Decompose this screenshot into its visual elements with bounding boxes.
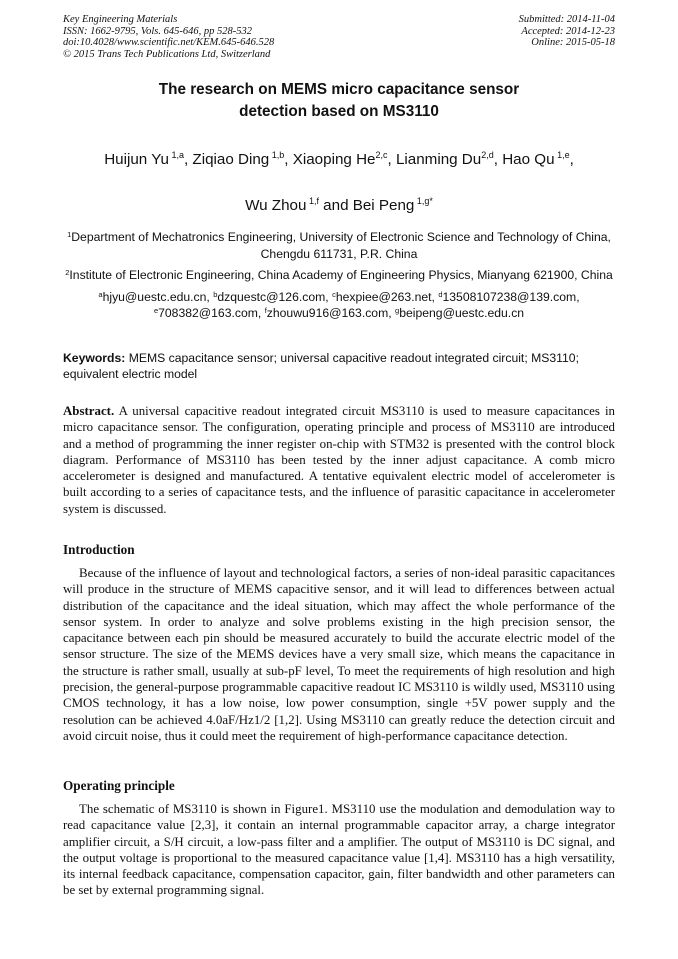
author-row-1 <box>40 148 638 172</box>
email-separator: , <box>431 289 439 304</box>
submitted-date: Submitted: 2014-11-04 <box>518 14 615 25</box>
author-name: Huijun Yu <box>104 151 169 168</box>
copyright-line: © 2015 Trans Tech Publications Ltd, Switzerland <box>63 48 271 60</box>
accepted-date: Accepted: 2014-12-23 <box>521 25 615 37</box>
section-body-introduction: Because of the influence of layout and technological factors, a series of non-ideal parasitic capacitances will produce in the structure of MEMS capacitive sensor, and it will lead to differences between actual distribution of the capacitance and the ideal situation, which may affect the whole performance of the sensor system. In order to analyze and solve problems existing in the high precision sensor, the capacitance between each pin should be measured accurately to build the accurate electric model of the sensor structure. The size of the MEMS devices have a very small size, which means the capacitance in the structure is rather small, usually at sub-pF level, To meet the requirements of high resolution and high precision, the general-purpose programmable capacitive readout IC MS3110 is wildly used, MS3110 using CMOS technology, it has a low noise, low power consumption, single +5V power supply and the resolution can be achieved 4.0aF/Hz1/2 [1,2]. Using MS3110 can greatly reduce the detection circuit and avoid circuit noise, thus it could meet the requirement of high-performance capacitance detection. <box>63 566 615 743</box>
keywords-label: Keywords: <box>63 351 126 365</box>
paper-title <box>63 79 615 123</box>
online-date: Online: 2015-05-18 <box>531 37 615 48</box>
email-address[interactable]: 13508107238@139.com <box>442 289 577 304</box>
email-list <box>63 289 615 322</box>
section-heading-introduction: Introduction <box>63 542 135 557</box>
affiliations <box>63 229 615 322</box>
author-affil-mark: 1,g* <box>416 196 433 206</box>
affiliation-text: Institute of Electronic Engineering, China Academy of Engineering Physics, Mianyang 621900, China <box>69 268 613 282</box>
email-separator: , <box>206 289 214 304</box>
author-name: Hao Qu <box>502 151 555 168</box>
submission-dates <box>519 14 615 49</box>
email-mark: e <box>153 306 159 315</box>
author-name: Bei Peng <box>352 197 415 214</box>
author-affil-mark: 2,c <box>375 150 388 160</box>
email-address[interactable]: dzquestc@126.com <box>217 289 326 304</box>
author-separator: , <box>284 151 293 168</box>
affiliation-mark: 2 <box>65 268 70 277</box>
email-mark: g <box>395 306 400 315</box>
email-separator: , <box>325 289 333 304</box>
email-separator: , <box>257 306 265 320</box>
email-mark: c <box>332 289 336 299</box>
email-mark: b <box>213 289 218 299</box>
email-separator: , <box>576 289 580 304</box>
author-name: Wu Zhou <box>245 197 307 214</box>
keywords-block <box>63 350 615 382</box>
affiliation-mark: 1 <box>67 230 72 239</box>
email-mark: a <box>98 289 103 299</box>
section-body-operating-principle: The schematic of MS3110 is shown in Figure1. MS3110 use the modulation and demodulation way to read capacitance value [2,3], it contain an internal programmable capacitor array, a charge integrator amplifier circuit, a S/H circuit, a low-pass filter and a amplifier. The output of MS3110 is DC signal, and the output voltage is proportional to the measured capacitance value [1,4]. MS3110 has a high versatility, its internal feedback capacitance, compensation capacitor, gain, filter bandwidth and other parameters can be set by external programming signal. <box>63 802 615 898</box>
issn-line: ISSN: 1662-9795, Vols. 645-646, pp 528-532 <box>63 25 252 37</box>
email-address[interactable]: zhouwu916@163.com <box>266 306 389 320</box>
doi-line: doi:10.4028/www.scientific.net/KEM.645-646.528 <box>63 37 275 48</box>
author-affil-mark: 1,a <box>171 150 184 160</box>
author-affil-mark: 1,f <box>308 196 319 206</box>
email-address[interactable]: hexpiee@263.net <box>335 289 432 304</box>
email-separator: , <box>388 306 396 320</box>
author-separator: , <box>183 151 193 168</box>
journal-info <box>63 14 274 60</box>
author-affil-mark: 2,d <box>481 150 494 160</box>
author-name: Ziqiao Ding <box>192 151 270 168</box>
journal-header <box>63 14 615 66</box>
author-list <box>40 148 638 218</box>
affiliation-2 <box>63 267 615 284</box>
title-line-2: detection based on MS3110 <box>239 103 439 120</box>
author-name: Xiaoping He <box>292 151 376 168</box>
author-affil-mark: 1,e <box>557 150 570 160</box>
email-address[interactable]: hjyu@uestc.edu.cn <box>102 289 207 304</box>
email-address[interactable]: 708382@163.com <box>158 306 258 320</box>
email-mark: f <box>264 306 267 315</box>
keywords-text: MEMS capacitance sensor; universal capacitive readout integrated circuit; MS3110; equivalent electric model <box>63 351 579 381</box>
author-separator: , <box>387 151 396 168</box>
affiliation-text: Department of Mechatronics Engineering, University of Electronic Science and Technology of China, Chengdu 611731, P.R. China <box>71 230 611 261</box>
title-line-1: The research on MEMS micro capacitance sensor <box>158 81 520 98</box>
author-affil-mark: 1,b <box>271 150 285 160</box>
affiliation-1 <box>63 229 615 262</box>
abstract-text: A universal capacitive readout integrated circuit MS3110 is used to measure capacitances in micro capacitance sensor. The configuration, operating principle and process of MS3110 are introduced and a method of programming the inner register on-chip with STM32 is presented with the control block diagram. Performance of MS3110 has been tested by the inner adjust capacitance. A comb micro accelerometer is designed and manufactured. A tentative equivalent electric model of accelerometer is built according to a series of capacitance tests, and the influence of parasitic capacitance in accelerometer system is discussed. <box>63 404 615 516</box>
email-row-2 <box>63 305 615 322</box>
email-address[interactable]: beipeng@uestc.edu.cn <box>399 306 525 320</box>
journal-name: Key Engineering Materials <box>63 14 178 25</box>
section-heading-operating-principle: Operating principle <box>63 778 175 793</box>
author-separator: , <box>493 151 503 168</box>
abstract-label: Abstract. <box>63 404 115 418</box>
email-row-1 <box>63 289 615 306</box>
author-separator: and <box>318 197 353 214</box>
author-row-2 <box>40 194 638 218</box>
email-mark: d <box>438 289 443 299</box>
author-name: Lianming Du <box>395 151 482 168</box>
author-separator: , <box>569 151 574 168</box>
abstract-block <box>63 403 615 517</box>
